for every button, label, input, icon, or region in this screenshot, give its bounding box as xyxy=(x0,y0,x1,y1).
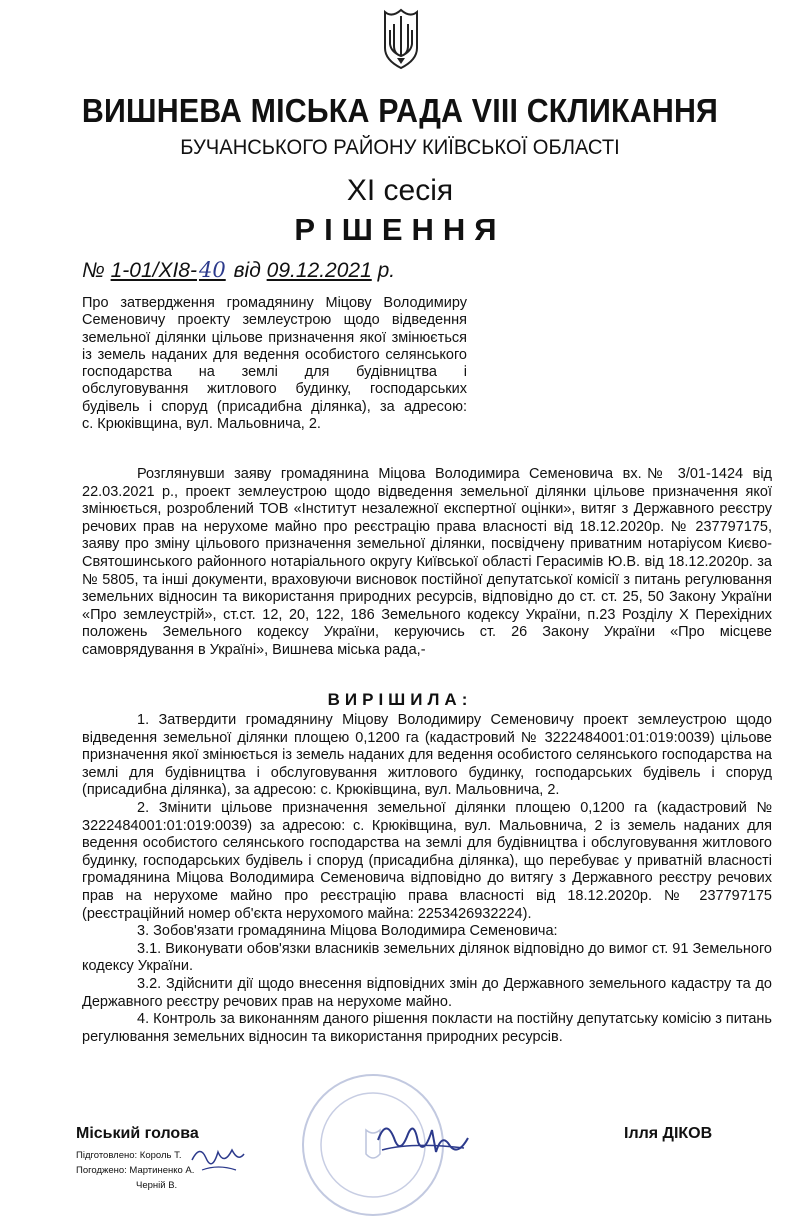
initials-icon xyxy=(188,1140,248,1180)
mayor-title: Міський голова xyxy=(76,1125,199,1142)
decision-number-handwritten: 40 xyxy=(198,258,226,282)
decision-number-line xyxy=(82,258,395,283)
decision-number-printed: 1-01/XI8- xyxy=(110,259,197,282)
subject-line: із земель наданих для ведення особистого селянського xyxy=(82,346,467,363)
prepared-by: Підготовлено: Король Т. xyxy=(76,1150,182,1161)
decision-item: 3.1. Виконувати обов'язки власників земельних ділянок відповідно до вимог ст. 91 Земельного кодексу України. xyxy=(82,940,772,975)
number-label: № xyxy=(82,259,105,282)
mayor-name: Ілля ДІКОВ xyxy=(624,1125,713,1142)
subject-line: Семеновичу проекту землеустрою щодо відведення xyxy=(82,312,467,329)
subject-line: с. Крюківщина, вул. Мальовнича, 2. xyxy=(82,416,321,433)
prepared-block xyxy=(76,1148,194,1193)
decision-item: 3. Зобов'язати громадянина Міцова Володимира Семеновича: xyxy=(137,923,558,940)
preamble-paragraph: Розглянувши заяву громадянина Міцова Володимира Семеновича вх.№ 3/01-1424 від 22.03.2021 р., проект землеустрою щодо відведення земельної ділянки цільове призначення якої змінюється, розроблений ТОВ «Інститут незалежної експертної оцінки», витяг з Державного реєстру речових прав на нерухоме майно про реєстрацію права власності від 18.12.2020р. № 237797175, заяву про зміну цільового призначення земельної ділянки, посвідчену приватним нотаріусом Києво-Святошинського районного нотаріального округу Київської області Герасимів Ю.В. від 18.12.2020р. за № 5805, та інші документи, враховуючи висновок постійної депутатської комісії з питань регулювання земельних відносин та використання природних ресурсів, відповідно до ст. ст. 25, 50 Закону України «Про землеустрій», ст.ст. 12, 20, 122, 186 Земельного кодексу України, п.23 Розділу Х Перехідних положень Земельного кодексу України, керуючись ст. 26 Закону України «Про місцеве самоврядування в Україні», Вишнева міська рада,- xyxy=(82,466,772,658)
subject-line: господарства на землі для будівництва і xyxy=(82,364,467,381)
decision-number xyxy=(111,259,228,282)
decision-title: РІШЕННЯ xyxy=(294,212,506,247)
decision-items xyxy=(82,712,772,1046)
decision-item: 4. Контроль за виконанням даного рішення покласти на постійну депутатську комісію з питань регулювання земельних відносин та використання природних ресурсів. xyxy=(82,1011,772,1045)
decision-date: 09.12.2021 xyxy=(266,259,372,282)
subject-line: будівель і споруд (присадибна ділянка), за адресою: xyxy=(82,398,467,415)
year-suffix: р. xyxy=(377,259,396,282)
subject-line: Про затвердження громадянину Міцову Володимиру xyxy=(82,295,467,311)
decision-item: 2. Змінити цільове призначення земельної ділянки площею 0,1200 га (кадастровий № 3222484001:01:019:0039) за адресою: с. Крюківщина, вул. Мальовнича, 2 із земель наданих для ведення особистого селянського господарства на землі для будівництва і обслуговування житлового будинку, господарських будівель і споруд (присадибна ділянка), що перебуває у приватній власності громадянина Міцова Володимира Семеновича відповідно до витягу з Державного реєстру речових прав на нерухоме майно про реєстрацію права власності від 18.12.2020р. № 237797175 (реєстраційний номер об'єкта нерухомого майна: 2253426932224). xyxy=(82,799,772,922)
subject-line: земельної ділянки цільове призначення якої змінюється xyxy=(82,329,467,346)
trident-icon xyxy=(382,8,420,70)
signature-icon xyxy=(372,1112,472,1162)
subject-line: обслуговування житлового будинку, господарських xyxy=(82,381,467,398)
decision-item: 1. Затвердити громадянину Міцову Володимиру Семеновичу проект землеустрою щодо відведення земельної ділянки площею 0,1200 га (кадастровий № 3222484001:01:019:0039) цільове призначення якої змінюється із земель наданих для ведення особистого селянського господарства на землі для будівництва і обслуговування житлового будинку, господарських будівель і споруд (присадибна ділянка), за адресою: с. Крюківщина, вул. Мальовнича, 2. xyxy=(82,712,772,799)
agreed-by: Погоджено: Мартиненко А. xyxy=(76,1165,195,1176)
session-title: XI сесія xyxy=(346,174,454,207)
decision-item: 3.2. Здійснити дії щодо внесення відповідних змін до Державного земельного кадастру та до Державного реєстру речових прав на нерухоме майно. xyxy=(82,975,772,1010)
district-name: БУЧАНСЬКОГО РАЙОНУ КИЇВСЬКОЇ ОБЛАСТІ xyxy=(180,136,620,159)
council-name: ВИШНЕВА МІСЬКА РАДА VIII СКЛИКАННЯ xyxy=(81,92,719,129)
decision-subject xyxy=(82,295,467,433)
agreed-by-2: Черній В. xyxy=(136,1180,178,1191)
resolved-heading: ВИРІШИЛА: xyxy=(327,690,473,709)
from-label: від xyxy=(233,259,261,282)
